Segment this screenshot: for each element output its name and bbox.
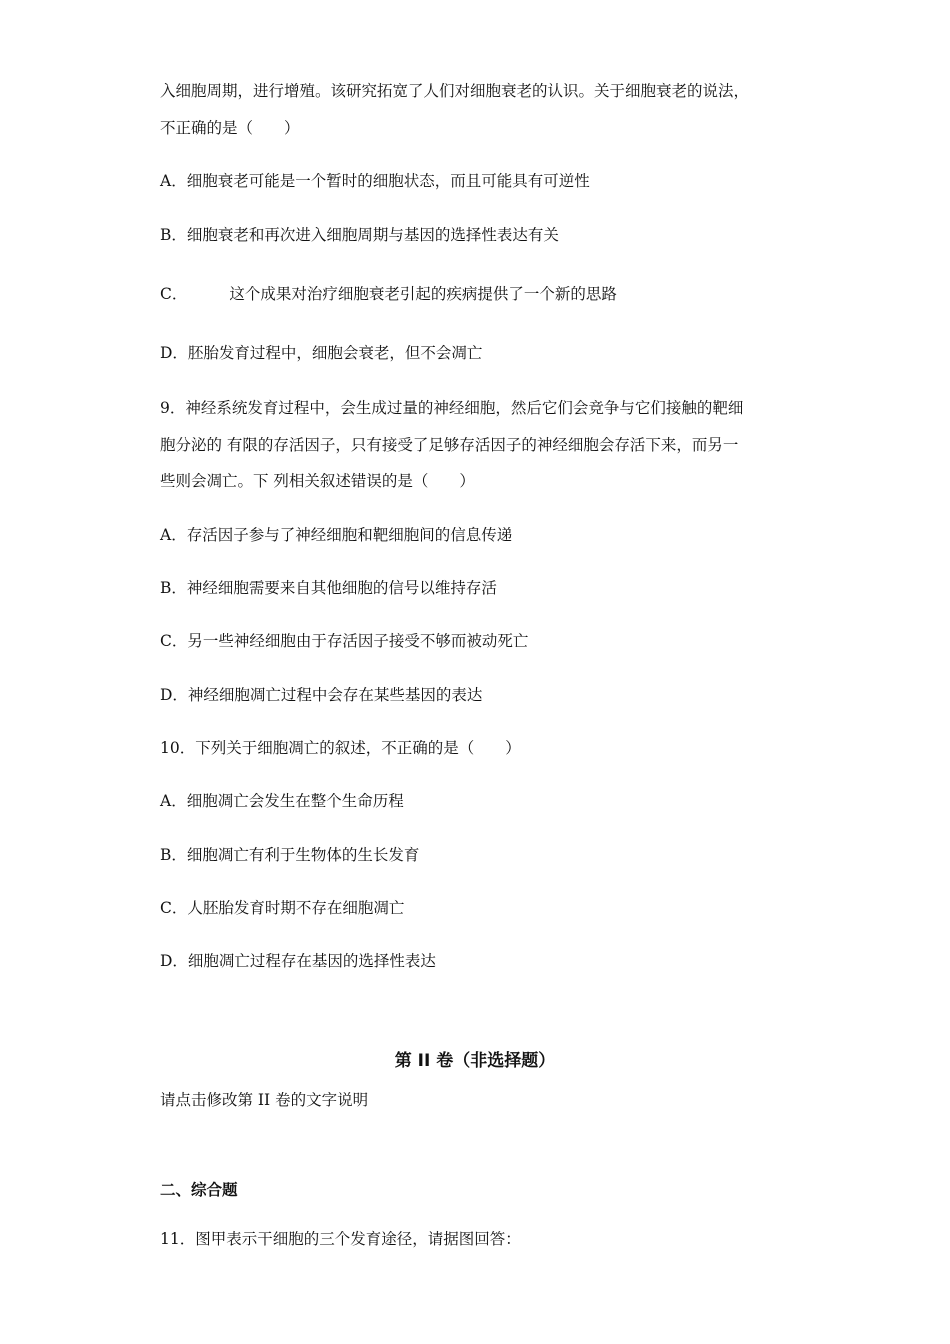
- q9-stem-line-3: 些则会凋亡。下 列相关叙述错误的是（ ）: [160, 472, 475, 490]
- q8-option-b: B．细胞衰老和再次进入细胞周期与基因的选择性表达有关: [160, 226, 559, 244]
- q8-option-d: D．胚胎发育过程中，细胞会衰老，但不会凋亡: [160, 344, 483, 362]
- part-2-title: 第 II 卷（非选择题）: [394, 1051, 556, 1071]
- section-heading-comprehensive: 二、综合题: [160, 1181, 238, 1199]
- q8-option-c: [160, 284, 617, 304]
- q8-option-c-label: C．: [160, 285, 188, 303]
- q11-stem: 11．图甲表示干细胞的三个发育途径，请据图回答：: [160, 1230, 521, 1248]
- q9-stem-line-2: 胞分泌的 有限的存活因子，只有接受了足够存活因子的神经细胞会存活下来，而另一: [160, 436, 739, 454]
- q9-stem-line-1: 9．神经系统发育过程中，会生成过量的神经细胞，然后它们会竞争与它们接触的靶细: [160, 399, 744, 417]
- q10-stem: 10．下列关于细胞凋亡的叙述，不正确的是（ ）: [160, 739, 521, 757]
- q8-option-c-text: 这个成果对治疗细胞衰老引起的疾病提供了一个新的思路: [229, 285, 617, 303]
- q9-option-d: D．神经细胞凋亡过程中会存在某些基因的表达: [160, 686, 483, 704]
- part-2-note: 请点击修改第 II 卷的文字说明: [160, 1091, 369, 1109]
- q10-option-a: A．细胞凋亡会发生在整个生命历程: [160, 792, 404, 810]
- q10-option-c: C．人胚胎发育时期不存在细胞凋亡: [160, 899, 405, 917]
- q9-option-c: C．另一些神经细胞由于存活因子接受不够而被动死亡: [160, 632, 529, 650]
- q10-option-d: D．细胞凋亡过程存在基因的选择性表达: [160, 952, 436, 970]
- q10-option-b: B．细胞凋亡有利于生物体的生长发育: [160, 846, 420, 864]
- q9-option-a: A．存活因子参与了神经细胞和靶细胞间的信息传递: [160, 526, 513, 544]
- q9-option-b: B．神经细胞需要来自其他细胞的信号以维持存活: [160, 579, 497, 597]
- q8-option-a: A．细胞衰老可能是一个暂时的细胞状态，而且可能具有可逆性: [160, 172, 590, 190]
- q8-stem-line-1: 入细胞周期，进行增殖。该研究拓宽了人们对细胞衰老的认识。关于细胞衰老的说法，: [160, 82, 750, 100]
- q8-stem-line-2: 不正确的是（ ）: [160, 119, 300, 137]
